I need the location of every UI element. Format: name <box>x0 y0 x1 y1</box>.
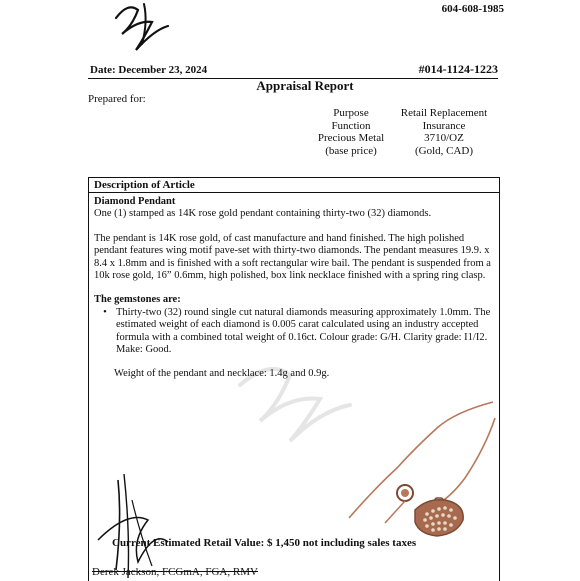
detail-value-metal: 3710/OZ <box>424 132 464 144</box>
item-summary: One (1) stamped as 14K rose gold pendant containing thirty-two (32) diamonds. <box>94 208 432 220</box>
appraiser-signature <box>88 470 208 580</box>
gemstones-text: Thirty-two (32) round single cut natural diamonds measuring approximately 1.0mm. The estimated weight of each diamond is 0.005 carat calculated using an industry accepted formula with a combined total weight of 0.16ct. Colour grade: G/H. Clarity grade: I1/I2. Make: Good. <box>116 306 491 356</box>
detail-value-function: Insurance <box>422 119 466 132</box>
bullet-icon: • <box>103 306 107 318</box>
retail-value: Current Estimated Retail Value: $ 1,450 not including sales taxes <box>112 537 417 549</box>
gemstones-bullet <box>94 307 492 357</box>
report-date: Date: December 23, 2024 <box>90 64 208 76</box>
description-content <box>94 196 492 381</box>
detail-value-base: (Gold, CAD) <box>414 144 474 157</box>
phone-number: 604-608-1985 <box>441 3 504 15</box>
report-title-wrap <box>0 78 580 94</box>
item-title: Diamond Pendant <box>94 196 176 207</box>
company-logo <box>108 0 178 60</box>
weight-line: Weight of the pendant and necklace: 1.4g and 0.9g. <box>114 368 330 380</box>
prepared-for-label: Prepared for: <box>88 93 146 105</box>
detail-label-base: (base price) <box>325 144 377 157</box>
gemstones-heading: The gemstones are: <box>94 294 181 306</box>
detail-value-purpose: Retail Replacement <box>400 107 488 119</box>
detail-label-function: Function <box>331 119 371 132</box>
item-description: The pendant is 14K rose gold, of cast manufacture and hand finished. The high polished pendant features wing motif pave-set with thirty-two diamonds. The pendant measures 19.9. x 8.4 x 1.8mm and is finished with a soft rectangular wire bail. The pendant is suspended from a 10k rose gold, 16” 0.6mm, high polished, box link necklace finished with a spring ring clasp. <box>94 232 491 282</box>
description-heading: Description of Article <box>89 178 499 193</box>
detail-label-metal: Precious Metal <box>317 132 385 144</box>
pendant-photo <box>345 398 497 538</box>
details-values <box>388 107 500 157</box>
detail-label-purpose: Purpose <box>333 107 369 119</box>
report-title: Appraisal Report <box>256 78 354 93</box>
report-number: #014-1124-1223 <box>418 62 498 76</box>
appraiser-name: Derek Jackson, FCGmA, FGA, RMV <box>92 566 258 578</box>
